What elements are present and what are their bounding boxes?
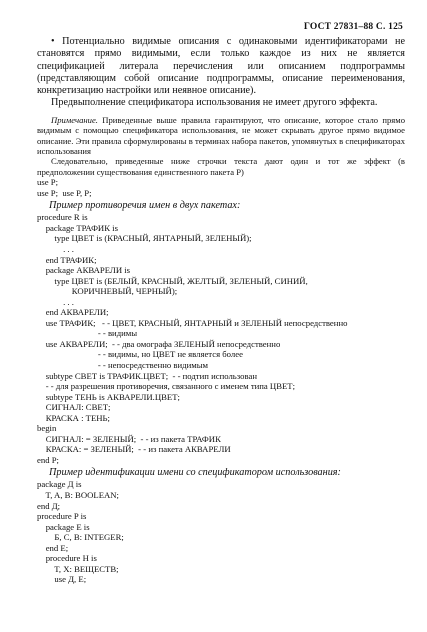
example1-title: Пример противоречия имен в двух пакетах: <box>49 200 241 212</box>
code-line: begin <box>37 423 57 434</box>
example2-code <box>37 479 405 584</box>
code-line: use P; <box>37 177 58 188</box>
page-header: ГОСТ 27831–88 С. 125 <box>303 22 403 32</box>
code-line: КРАСКА: = ЗЕЛЕНЫЙ; - - из пакета АКВАРЕЛИ <box>37 444 231 455</box>
code-line: use Д, E; <box>37 574 87 585</box>
code-line: T, X: ВЕЩЕСТВ; <box>37 563 119 574</box>
code-line: procedure R is <box>37 212 88 223</box>
code-line: - - непосредственно видимым <box>37 359 209 370</box>
use-lines <box>37 177 405 198</box>
code-line: use P; use P, P; <box>37 187 92 198</box>
examples-intro-text: Следовательно, приведенные ниже строчки текста дают один и тот же эффект (в предположении существования единственного пакета P) <box>37 156 405 177</box>
code-line: - - видимы <box>37 328 138 339</box>
code-line: СИГНАЛ: = ЗЕЛЕНЫЙ; - - из пакета ТРАФИК <box>37 433 221 444</box>
page-body <box>37 36 405 585</box>
code-line: . . . <box>37 296 74 307</box>
paragraph-visibility-rule: • Потенциально видимые описания с одинаковыми идентификаторами не становятся прямо видимыми, если только каждое из них не является спецификацией литерала перечисления или описанием подпрограммы (представляющим собой описание подпрограммы, описание переименования, конкретизацию настройки или неявное описание). <box>37 36 405 97</box>
code-line: subtype СВЕТ is ТРАФИК.ЦВЕТ; - - подтип использован <box>37 370 257 381</box>
code-line: type ЦВЕТ is (БЕЛЫЙ, КРАСНЫЙ, ЖЕЛТЫЙ, ЗЕЛЕНЫЙ, СИНИЙ, <box>37 275 308 286</box>
code-line: package АКВАРЕЛИ is <box>37 265 131 276</box>
example2-title: Пример идентификации имени со спецификатором использования: <box>49 467 341 479</box>
code-line: type ЦВЕТ is (КРАСНЫЙ, ЯНТАРНЫЙ, ЗЕЛЕНЫЙ); <box>37 233 252 244</box>
code-line: - - видимы, но ЦВЕТ не является более <box>37 349 243 360</box>
code-line: end АКВАРЕЛИ; <box>37 307 109 318</box>
code-line: procedure P is <box>37 511 87 522</box>
note-block <box>37 115 405 157</box>
code-line: end Д; <box>37 500 61 511</box>
code-line: . . . <box>37 243 74 254</box>
code-line: procedure H is <box>37 553 97 564</box>
code-line: КРАСКА : ТЕНЬ; <box>37 412 110 423</box>
note-text: Приведенные выше правила гарантируют, что описание, которое стало прямо видимым с помощью спецификатора использования, не может скрывать другое прямо видимое описание. Эти правила сформулированы в терминах набора пакетов, упомянутых в спецификаторах использования <box>37 114 405 156</box>
example1-code <box>37 212 405 465</box>
code-line: use ТРАФИК; - - ЦВЕТ, КРАСНЫЙ, ЯНТАРНЫЙ и ЗЕЛЕНЫЙ непосредственно <box>37 317 348 328</box>
code-line: СИГНАЛ: СВЕТ; <box>37 402 111 413</box>
code-line: T, A, B: BOOLEAN; <box>37 489 119 500</box>
code-line: end ТРАФИК; <box>37 254 97 265</box>
code-line: package E is <box>37 521 90 532</box>
code-line: Б, C, B: INTEGER; <box>37 532 124 543</box>
code-line: package Д is <box>37 479 82 490</box>
code-line: use АКВАРЕЛИ; - - два омографа ЗЕЛЕНЫЙ непосредственно <box>37 338 281 349</box>
code-line: end P; <box>37 454 59 465</box>
note-heading: Примечание. <box>51 114 98 125</box>
code-line: end E; <box>37 542 69 553</box>
code-line: package ТРАФИК is <box>37 222 118 233</box>
paragraph-elaboration: Предвыполнение спецификатора использования не имеет другого эффекта. <box>51 97 378 109</box>
code-line: КОРИЧНЕВЫЙ, ЧЕРНЫЙ); <box>37 286 178 297</box>
code-line: subtype ТЕНЬ is АКВАРЕЛИ.ЦВЕТ; <box>37 391 180 402</box>
code-line: - - для разрешения противоречия, связанного с именем типа ЦВЕТ; <box>37 381 296 392</box>
examples-intro <box>37 156 405 177</box>
